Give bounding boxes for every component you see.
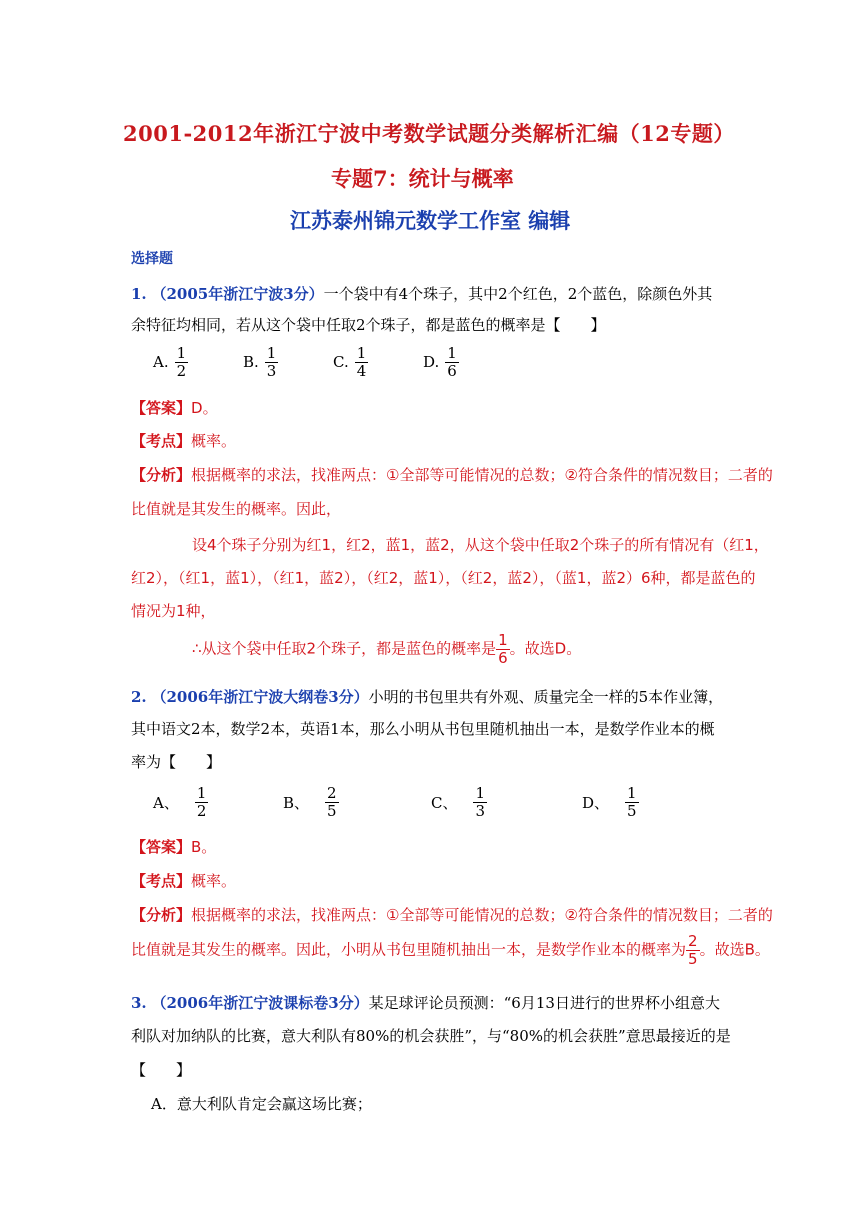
q1-option-c: C. $\frac{1}{4}$	[333, 344, 367, 380]
question-1-line2: 余特征均相同，若从这个袋中任取2个珠子，都是蓝色的概率是【 】	[131, 316, 606, 334]
question-number: 1.	[131, 285, 147, 303]
q1-option-b: B. $\frac{1}{3}$	[243, 344, 277, 380]
question-source: （2006年浙江宁波课标卷3分）	[151, 994, 369, 1012]
fraction: $\frac{2}{5}$	[688, 932, 698, 968]
q2-analysis-line2: 比值就是其发生的概率。因此，小明从书包里随机抽出一本，是数学作业本的概率为 $\frac{2}{5}$ 。故选B。	[131, 932, 770, 968]
question-3-line3: 【 】	[131, 1061, 192, 1079]
editor-line: 江苏泰州锦元数学工作室 编辑	[290, 208, 571, 233]
question-text: 小明的书包里共有外观、质量完全一样的5本作业簿，	[368, 688, 724, 706]
page-subtitle: 专题7：统计与概率	[331, 166, 514, 191]
fraction: $\frac{1}{2}$	[196, 784, 207, 820]
fraction: $\frac{1}{5}$	[627, 784, 637, 820]
question-3-line2: 利队对加纳队的比赛，意大利队有80%的机会获胜”，与“80%的机会获胜”意思最接近的是	[131, 1027, 731, 1045]
question-3-line1	[131, 992, 720, 1013]
q1-analysis-line4: 红2），（红1，蓝1），（红1，蓝2），（红2，蓝1），（红2，蓝2），（蓝1，蓝2）6种，都是蓝色的	[131, 569, 756, 587]
q1-conclusion: ∴从这个袋中任取2个珠子，都是蓝色的概率是 $\frac{1}{6}$ 。故选D。	[192, 631, 582, 667]
q1-option-d: D. $\frac{1}{6}$	[423, 344, 457, 380]
fraction: $\frac{1}{3}$	[266, 344, 277, 380]
q2-analysis-line1: 【分析】根据概率的求法，找准两点：①全部等可能情况的总数；②符合条件的情况数目；二者的	[131, 906, 773, 924]
q1-option-a: A. $\frac{1}{2}$	[153, 344, 187, 380]
question-text: 一个袋中有4个珠子，其中2个红色，2个蓝色，除颜色外其	[323, 285, 713, 303]
page-title: 2001-2012年浙江宁波中考数学试题分类解析汇编（12专题）	[123, 121, 735, 146]
fraction: $\frac{1}{6}$	[498, 631, 508, 667]
question-2-line2: 其中语文2本，数学2本，英语1本，那么小明从书包里随机抽出一本，是数学作业本的概	[131, 720, 715, 738]
question-2-line3: 率为【 】	[131, 753, 222, 771]
question-2-line1	[131, 686, 723, 707]
fraction: $\frac{1}{2}$	[176, 344, 187, 380]
fraction: $\frac{1}{3}$	[475, 784, 486, 820]
q3-option-a: A．意大利队肯定会赢这场比赛；	[151, 1095, 372, 1113]
section-label: 选择题	[131, 251, 173, 267]
q1-analysis-line2: 比值就是其发生的概率。因此，	[131, 500, 342, 518]
q2-option-d: D、 $\frac{1}{5}$	[582, 784, 637, 820]
fraction: $\frac{1}{4}$	[356, 344, 367, 380]
q1-point: 【考点】概率。	[131, 432, 237, 450]
q2-option-a: A、 $\frac{1}{2}$	[153, 784, 207, 820]
question-source: （2006年浙江宁波大纲卷3分）	[151, 688, 369, 706]
q1-analysis-line5: 情况为1种，	[131, 602, 216, 620]
q2-option-b: B、 $\frac{2}{5}$	[283, 784, 337, 820]
question-1-line1	[131, 283, 712, 304]
q1-answer: 【答案】D。	[131, 399, 218, 417]
q2-point: 【考点】概率。	[131, 872, 237, 890]
q1-analysis-line1: 【分析】根据概率的求法，找准两点：①全部等可能情况的总数；②符合条件的情况数目；二者的	[131, 466, 773, 484]
question-source: （2005年浙江宁波3分）	[151, 285, 324, 303]
question-text: 某足球评论员预测：“6月13日进行的世界杯小组意大	[368, 994, 720, 1012]
q1-analysis-line3: 设4个珠子分别为红1，红2，蓝1，蓝2，从这个袋中任取2个珠子的所有情况有（红1，	[192, 536, 769, 554]
q2-answer: 【答案】B。	[131, 838, 217, 856]
question-number: 3.	[131, 994, 147, 1012]
q2-option-c: C、 $\frac{1}{3}$	[431, 784, 486, 820]
fraction: $\frac{1}{6}$	[447, 344, 457, 380]
fraction: $\frac{2}{5}$	[327, 784, 337, 820]
question-number: 2.	[131, 688, 147, 706]
